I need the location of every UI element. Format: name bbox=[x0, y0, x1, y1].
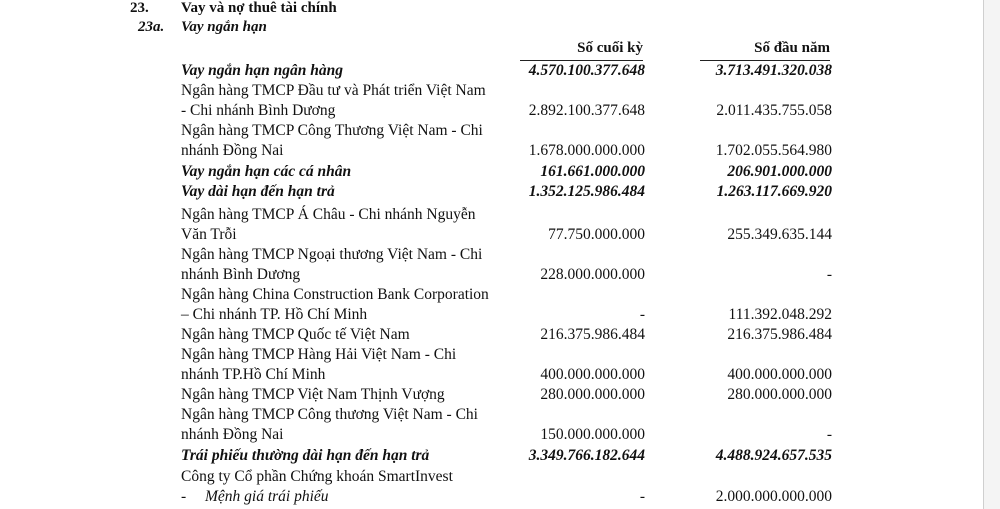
row-value-beginning-of-year: - bbox=[826, 266, 832, 283]
row-value-beginning-of-year: 3.713.491.320.038 bbox=[715, 62, 832, 79]
row-value-end-of-period: 150.000.000.000 bbox=[540, 426, 645, 443]
row-value-end-of-period: - bbox=[639, 488, 645, 505]
row-value-end-of-period: 3.349.766.182.644 bbox=[528, 447, 645, 464]
row-value-beginning-of-year: 206.901.000.000 bbox=[727, 163, 832, 180]
row-label: nhánh TP.Hồ Chí Minh bbox=[181, 366, 326, 383]
row-value-end-of-period: 77.750.000.000 bbox=[548, 226, 645, 243]
row-label: Mệnh giá trái phiếu bbox=[205, 488, 329, 505]
row-value-beginning-of-year: 4.488.924.657.535 bbox=[715, 447, 832, 464]
row-value-end-of-period: 2.892.100.377.648 bbox=[528, 102, 645, 119]
row-label: Ngân hàng TMCP Ngoại thương Việt Nam - Chi bbox=[181, 246, 483, 263]
column-header-beginning-of-year: Số đầu năm bbox=[754, 40, 830, 56]
row-value-end-of-period: 400.000.000.000 bbox=[540, 366, 645, 383]
row-label: nhánh Đồng Nai bbox=[181, 142, 284, 159]
row-label: Ngân hàng TMCP Á Châu - Chi nhánh Nguyễn bbox=[181, 206, 476, 223]
row-value-beginning-of-year: 2.011.435.755.058 bbox=[716, 102, 832, 119]
row-value-end-of-period: 1.678.000.000.000 bbox=[528, 142, 645, 159]
row-label: Ngân hàng TMCP Công thương Việt Nam - Chi bbox=[181, 406, 478, 423]
subsection-number: 23a. bbox=[138, 19, 165, 35]
row-label: Vay dài hạn đến hạn trả bbox=[181, 183, 335, 200]
row-label: Công ty Cổ phần Chứng khoán SmartInvest bbox=[181, 468, 453, 485]
row-value-end-of-period: 4.570.100.377.648 bbox=[528, 62, 645, 79]
section-number: 23. bbox=[130, 0, 149, 16]
row-label: nhánh Bình Dương bbox=[181, 266, 301, 283]
row-value-end-of-period: 280.000.000.000 bbox=[540, 386, 645, 403]
row-label: Ngân hàng TMCP Việt Nam Thịnh Vượng bbox=[181, 386, 445, 403]
row-value-end-of-period: - bbox=[639, 306, 645, 323]
row-label: Ngân hàng China Construction Bank Corporation bbox=[181, 286, 489, 303]
row-value-end-of-period: 216.375.986.484 bbox=[540, 326, 645, 343]
row-label: Ngân hàng TMCP Hàng Hải Việt Nam - Chi bbox=[181, 346, 457, 363]
row-value-beginning-of-year: 216.375.986.484 bbox=[727, 326, 832, 343]
row-value-end-of-period: 1.352.125.986.484 bbox=[528, 183, 645, 200]
row-value-end-of-period: 161.661.000.000 bbox=[540, 163, 645, 180]
subsection-title: Vay ngắn hạn bbox=[181, 19, 267, 35]
row-label: Vay ngắn hạn ngân hàng bbox=[181, 62, 343, 79]
row-value-beginning-of-year: 1.702.055.564.980 bbox=[715, 142, 832, 159]
row-label: nhánh Đồng Nai bbox=[181, 426, 284, 443]
row-label: Ngân hàng TMCP Công Thương Việt Nam - Chi bbox=[181, 122, 483, 139]
row-label: - Chi nhánh Bình Dương bbox=[181, 102, 336, 119]
section-title: Vay và nợ thuê tài chính bbox=[181, 0, 337, 16]
column-header-end-of-period: Số cuối kỳ bbox=[577, 40, 643, 56]
row-value-beginning-of-year: 111.392.048.292 bbox=[728, 306, 832, 323]
column-header-underline-end bbox=[520, 60, 643, 61]
row-value-beginning-of-year: 255.349.635.144 bbox=[727, 226, 832, 243]
row-value-beginning-of-year: 2.000.000.000.000 bbox=[715, 488, 832, 505]
row-bullet: - bbox=[181, 488, 187, 505]
row-label: Văn Trỗi bbox=[181, 226, 237, 243]
row-value-beginning-of-year: - bbox=[826, 426, 832, 443]
row-value-beginning-of-year: 400.000.000.000 bbox=[727, 366, 832, 383]
viewer-right-margin bbox=[984, 0, 1000, 509]
row-value-beginning-of-year: 280.000.000.000 bbox=[727, 386, 832, 403]
row-label: – Chi nhánh TP. Hồ Chí Minh bbox=[181, 306, 368, 323]
row-value-end-of-period: 228.000.000.000 bbox=[540, 266, 645, 283]
row-value-beginning-of-year: 1.263.117.669.920 bbox=[716, 183, 832, 200]
row-label: Trái phiếu thường dài hạn đến hạn trả bbox=[181, 447, 430, 464]
row-label: Vay ngắn hạn các cá nhân bbox=[181, 163, 352, 180]
column-header-underline-begin bbox=[700, 60, 830, 61]
row-label: Ngân hàng TMCP Đầu tư và Phát triển Việt Nam bbox=[181, 82, 486, 99]
row-label: Ngân hàng TMCP Quốc tế Việt Nam bbox=[181, 326, 410, 343]
viewer-border bbox=[983, 0, 984, 509]
